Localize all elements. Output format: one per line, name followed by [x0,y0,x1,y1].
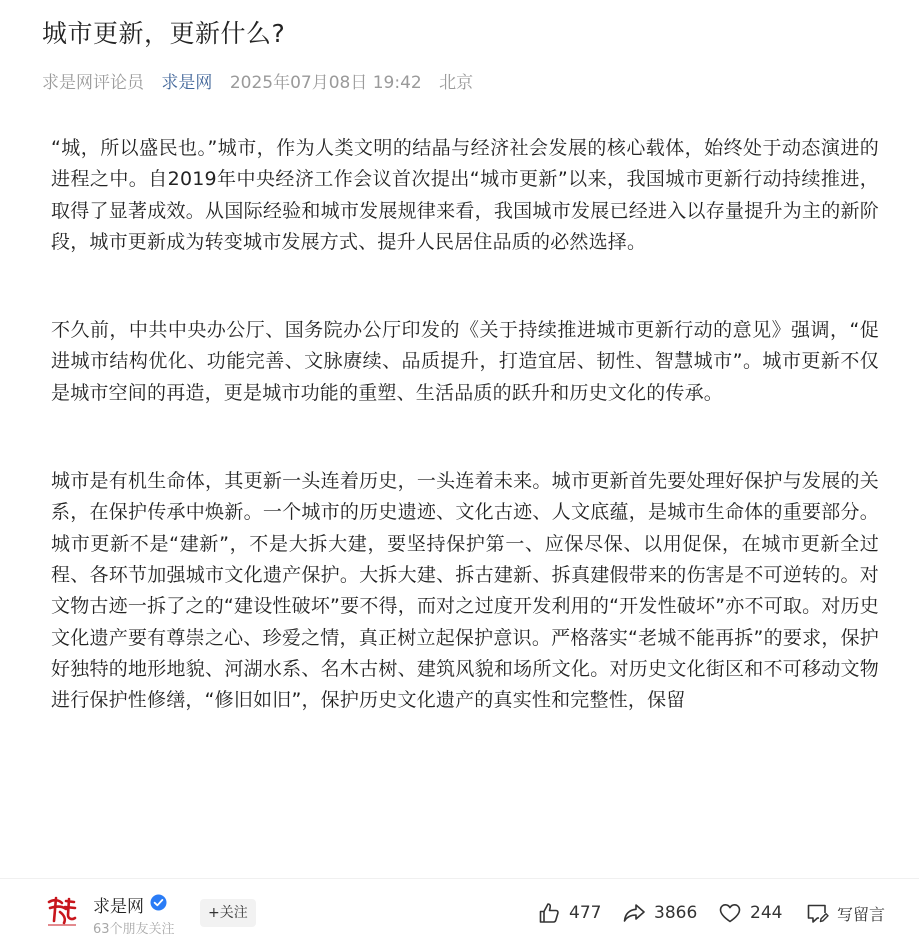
share-button[interactable] [622,899,697,927]
verified-badge-icon [150,894,167,911]
heart-icon [718,901,742,925]
write-comment-button[interactable] [805,899,885,927]
comment-edit-icon [805,901,829,925]
account-name[interactable]: 求是网 [93,897,144,917]
share-arrow-icon [622,901,646,925]
bottom-action-bar [0,878,919,947]
thumbs-up-icon [537,901,561,925]
paragraph: “城，所以盛民也。”城市，作为人类文明的结晶与经济社会发展的核心载体，始终处于动态演进的进程之中。自2019年中央经济工作会议首次提出“城市更新”以来，我国城市更新行动持续推进，取得了显著成效。从国际经验和城市发展规律来看，我国城市发展已经进入以存量提升为主的新阶段，城市更新成为转变城市发展方式、提升人民居住品质的必然选择。 [51,137,879,253]
followers-count: 63个朋友关注 [93,922,175,937]
like-button[interactable] [537,899,601,927]
write-comment-label: 写留言 [837,904,886,924]
like-count: 477 [569,903,602,923]
meta-author: 求是网评论员 [42,73,144,93]
favorite-button[interactable] [718,899,782,927]
follow-button[interactable]: +关注 [200,899,256,927]
share-count: 3866 [654,903,698,923]
meta-location: 北京 [439,73,474,93]
meta-datetime: 2025年07月08日 19:42 [229,73,422,93]
meta-source-link[interactable]: 求是网 [161,73,213,93]
paragraph: 不久前，中共中央办公厅、国务院办公厅印发的《关于持续推进城市更新行动的意见》强调，“促进城市结构优化、功能完善、文脉赓续、品质提升，打造宜居、韧性、智慧城市”。城市更新不仅是城市空间的再造，更是城市功能的重塑、生活品质的跃升和历史文化的传承。 [51,319,879,404]
article-meta [42,68,485,93]
paragraph: 城市是有机生命体，其更新一头连着历史，一头连着未来。城市更新首先要处理好保护与发展的关系，在保护传承中焕新。一个城市的历史遗迹、文化古迹、人文底蕴，是城市生命体的重要部分。城市更新不是“建新”，不是大拆大建，要坚持保护第一、应保尽保、以用促保，在城市更新全过程、各环节加强城市文化遗产保护。大拆大建、拆古建新、拆真建假带来的伤害是不可逆转的。对文物古迹一拆了之的“建设性破坏”要不得，而对之过度开发利用的“开发性破坏”亦不可取。对历史文化遗产要有尊崇之心、珍爱之情，真正树立起保护意识。严格落实“老城不能再拆”的要求，保护好独特的地形地貌、河湖水系、名木古树、建筑风貌和场所文化。对历史文化街区和不可移动文物进行保护性修缮，“修旧如旧”，保护历史文化遗产的真实性和完整性，保留 [51,470,879,712]
article-body [51,133,879,773]
article-title: 城市更新，更新什么? [42,19,286,48]
favorite-count: 244 [750,903,783,923]
qiushi-logo-icon[interactable] [44,893,80,929]
